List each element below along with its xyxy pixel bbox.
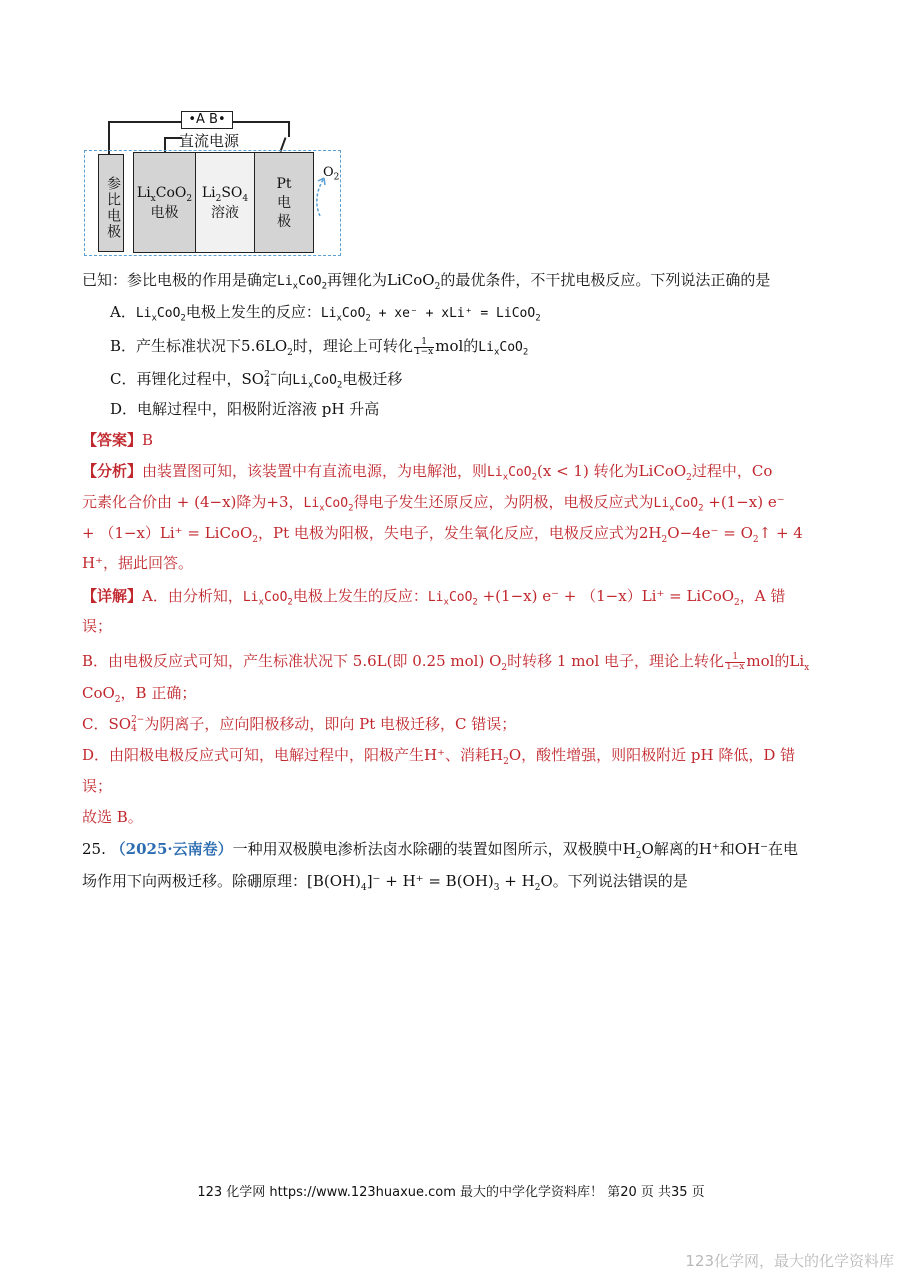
analysis-line-4: H⁺，据此回答。 [82, 554, 193, 572]
pt-label: Pt [276, 176, 292, 192]
reference-electrode-label: 参比电极 [105, 176, 121, 240]
detail-a: 【详解】A．由分析知，$Li_xCoO_2$电极上发生的反应：$Li_xCoO_2 +(1-x) e^- + (1-x)Li^+$ = LiCoO$_2$，A 错 [82, 587, 786, 608]
lico-label-2: 电极 [150, 205, 179, 221]
wire-top-right [233, 121, 288, 123]
pt-label-2: 电 [277, 195, 291, 211]
option-c: C．再锂化过程中，SO 2− 4 向$Li_xCoO_2$电极迁移 [110, 370, 403, 391]
detail-d: D．由阳极电极反应式可知，电解过程中，阳极产生H⁺、消耗$H_2O$，酸性增强，则阳极附近 pH 降低，D 错 [82, 746, 796, 767]
analysis-line-1: 【分析】由装置图可知，该装置中有直流电源，为电解池，则$Li_xCoO_2(x < 1)$ 转化为LiCoO$_2$过程中，Co [82, 462, 773, 483]
option-a: A．$Li_xCoO_2$电极上发生的反应：$Li_xCoO_2 + xe^- + xLi^+$ = LiCoO$_2$ [110, 303, 541, 324]
option-b: B．产生标准状况下$5.6LO_2$时，理论上可转化 $\frac{1}{1-x}$ mol的$Li_xCoO_2$ [110, 336, 529, 358]
li2so4-label: $Li_2SO_4$ [201, 185, 249, 204]
reference-electrode [98, 154, 124, 252]
watermark: 123化学网，最大的化学资料库 [685, 1252, 894, 1270]
li2so4-label-2: 溶液 [211, 205, 239, 221]
lixcoo2-electrode [133, 152, 196, 253]
detail-b-cont: CoO$_2$，B 正确； [82, 684, 197, 705]
detail-d-cont: 误； [82, 777, 113, 795]
option-d: D．电解过程中，阳极附近溶液 pH 升高 [110, 400, 380, 418]
li2so4-solution [195, 152, 255, 253]
dc-source-label: 直流电源 [179, 132, 240, 150]
q25-line-1: 25. （2025·云南卷）一种用双极膜电渗析法卤水除硼的装置如图所示，双极膜中$H_2O$解离的H⁺和OH⁻在电 [82, 840, 799, 861]
pt-label-3: 极 [277, 214, 291, 230]
analysis-line-3: + （1−x）Li⁺ = LiCoO$_2$，Pt 电极为阳极，失电子，发生氧化反应，电极反应式为$2H_2O-4e^-$ = $O_2↑ + 4$ [82, 524, 803, 545]
electrolysis-diagram [84, 108, 348, 258]
pt-electrode [254, 152, 314, 253]
known-condition: 已知：参比电极的作用是确定$Li_xCoO_2$再锂化为LiCoO$_2$的最优条件，不干扰电极反应。下列说法正确的是 [82, 271, 771, 292]
o2-label: $O_2$ [323, 165, 340, 183]
detail-b-fraction: $\frac{1}{1-x}$ [726, 651, 745, 672]
option-b-fraction: $\frac{1}{1-x}$ [414, 336, 434, 357]
detail-c: C．SO 2− 4 为阴离子，应向阳极移动，即向 Pt 电极迁移，C 错误； [82, 715, 517, 734]
wire-right-down [288, 121, 290, 137]
detail-a-cont: 误； [82, 617, 113, 635]
dc-source-terminals: •A B• [181, 111, 233, 129]
page-footer: 123 化学网 https://www.123huaxue.com 最大的中学化学资料库！ 第20 页 共35 页 [197, 1185, 705, 1200]
detail-b: B．由电极反应式可知，产生标准状况下 5.6L(即 0.25 mol) $O_2$时转移 1 mol 电子，理论上转化 $\frac{1}{1-x}$ mol的$Li_x$ [82, 651, 810, 673]
analysis-line-2: 元素化合价由 + (4−x)降为+3，$Li_xCoO_2$得电子发生还原反应，为阴极，电极反应式为$Li_xCoO_2 +(1-x)$ e⁻ [82, 493, 785, 514]
answer-line: 【答案】B [82, 431, 154, 449]
wire-top-left [108, 121, 181, 123]
q25-line-2: 场作用下向两极迁移。除硼原理：$[B(OH)_4]^- + H^+ = B(OH)_3 + H_2O$。下列说法错误的是 [82, 872, 688, 893]
conclusion: 故选 B。 [82, 808, 143, 826]
lico-label: $Li_xCoO_2$ [136, 185, 193, 204]
